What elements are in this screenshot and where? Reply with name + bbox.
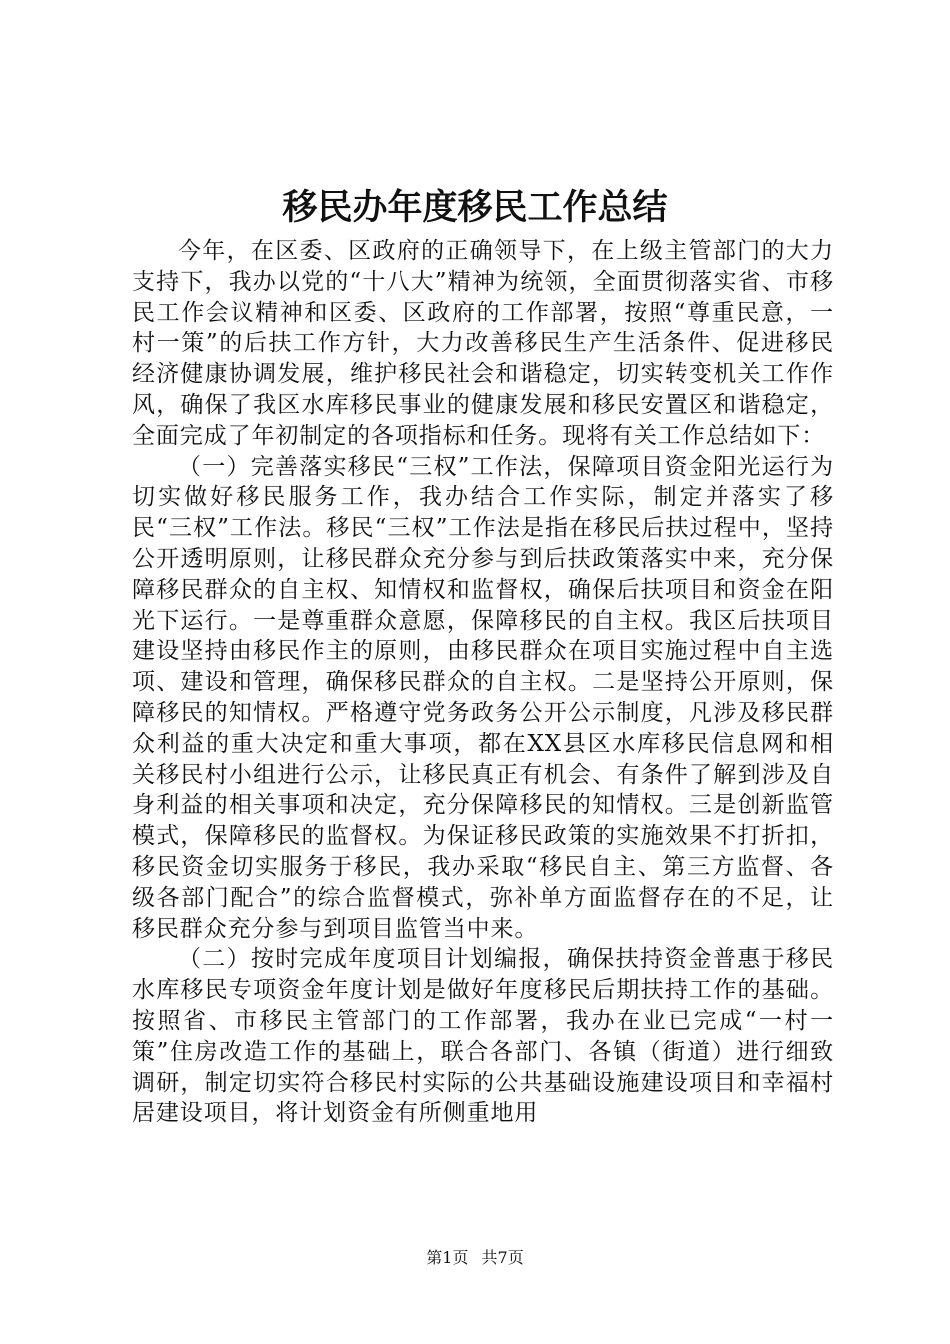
page-footer — [0, 1247, 950, 1269]
paragraph-section-2: （二）按时完成年度项目计划编报，确保扶持资金普惠于移民水库移民专项资金年度计划是做好年度移民后期扶持工作的基础。按照省、市移民主管部门的工作部署，我办在业已完成“一村一策”住房改造工作的基础上，联合各部门、各镇（街道）进行细致调研，制定切实符合移民村实际的公共基础设施建设项目和幸福村居建设项目，将计划资金有所侧重地用 — [132, 946, 834, 1127]
document-body — [132, 236, 834, 1129]
page-number: 第1页 — [426, 1248, 469, 1267]
paragraph-section-1: （一）完善落实移民“三权”工作法，保障项目资金阳光运行为切实做好移民服务工作，我办结合工作实际，制定并落实了移民“三权”工作法。移民“三权”工作法是指在移民后扶过程中，坚持公开透明原则，让移民群众充分参与到后扶政策落实中来，充分保障移民群众的自主权、知情权和监督权，确保后扶项目和资金在阳光下运行。一是尊重群众意愿，保障移民的自主权。我区后扶项目建设坚持由移民作主的原则，由移民群众在项目实施过程中自主选项、建设和管理，确保移民群众的自主权。二是坚持公开原则，保障移民的知情权。严格遵守党务政务公开公示制度，凡涉及移民群众利益的重大决定和重大事项，都在XX县区水库移民信息网和相关移民村小组进行公示，让移民真正有机会、有条件了解到涉及自身利益的相关事项和决定，充分保障移民的知情权。三是创新监管模式，保障移民的监督权。为保证移民政策的实施效果不打折扣，移民资金切实服务于移民，我办采取“移民自主、第三方监督、各级各部门配合”的综合监督模式，弥补单方面监督存在的不足，让移民群众充分参与到项目监管当中来。 — [132, 453, 834, 942]
paragraph-intro: 今年，在区委、区政府的正确领导下，在上级主管部门的大力支持下，我办以党的“十八大”精神为统领，全面贯彻落实省、市移民工作会议精神和区委、区政府的工作部署，按照“尊重民意，一村一策”的后扶工作方针，大力改善移民生产生活条件、促进移民经济健康协调发展，维护移民社会和谐稳定，切实转变机关工作作风，确保了我区水库移民事业的健康发展和移民安置区和谐稳定，全面完成了年初制定的各项指标和任务。现将有关工作总结如下： — [132, 238, 834, 449]
document-title: 移民办年度移民工作总结 — [282, 187, 668, 228]
page-total: 共7页 — [481, 1248, 524, 1267]
